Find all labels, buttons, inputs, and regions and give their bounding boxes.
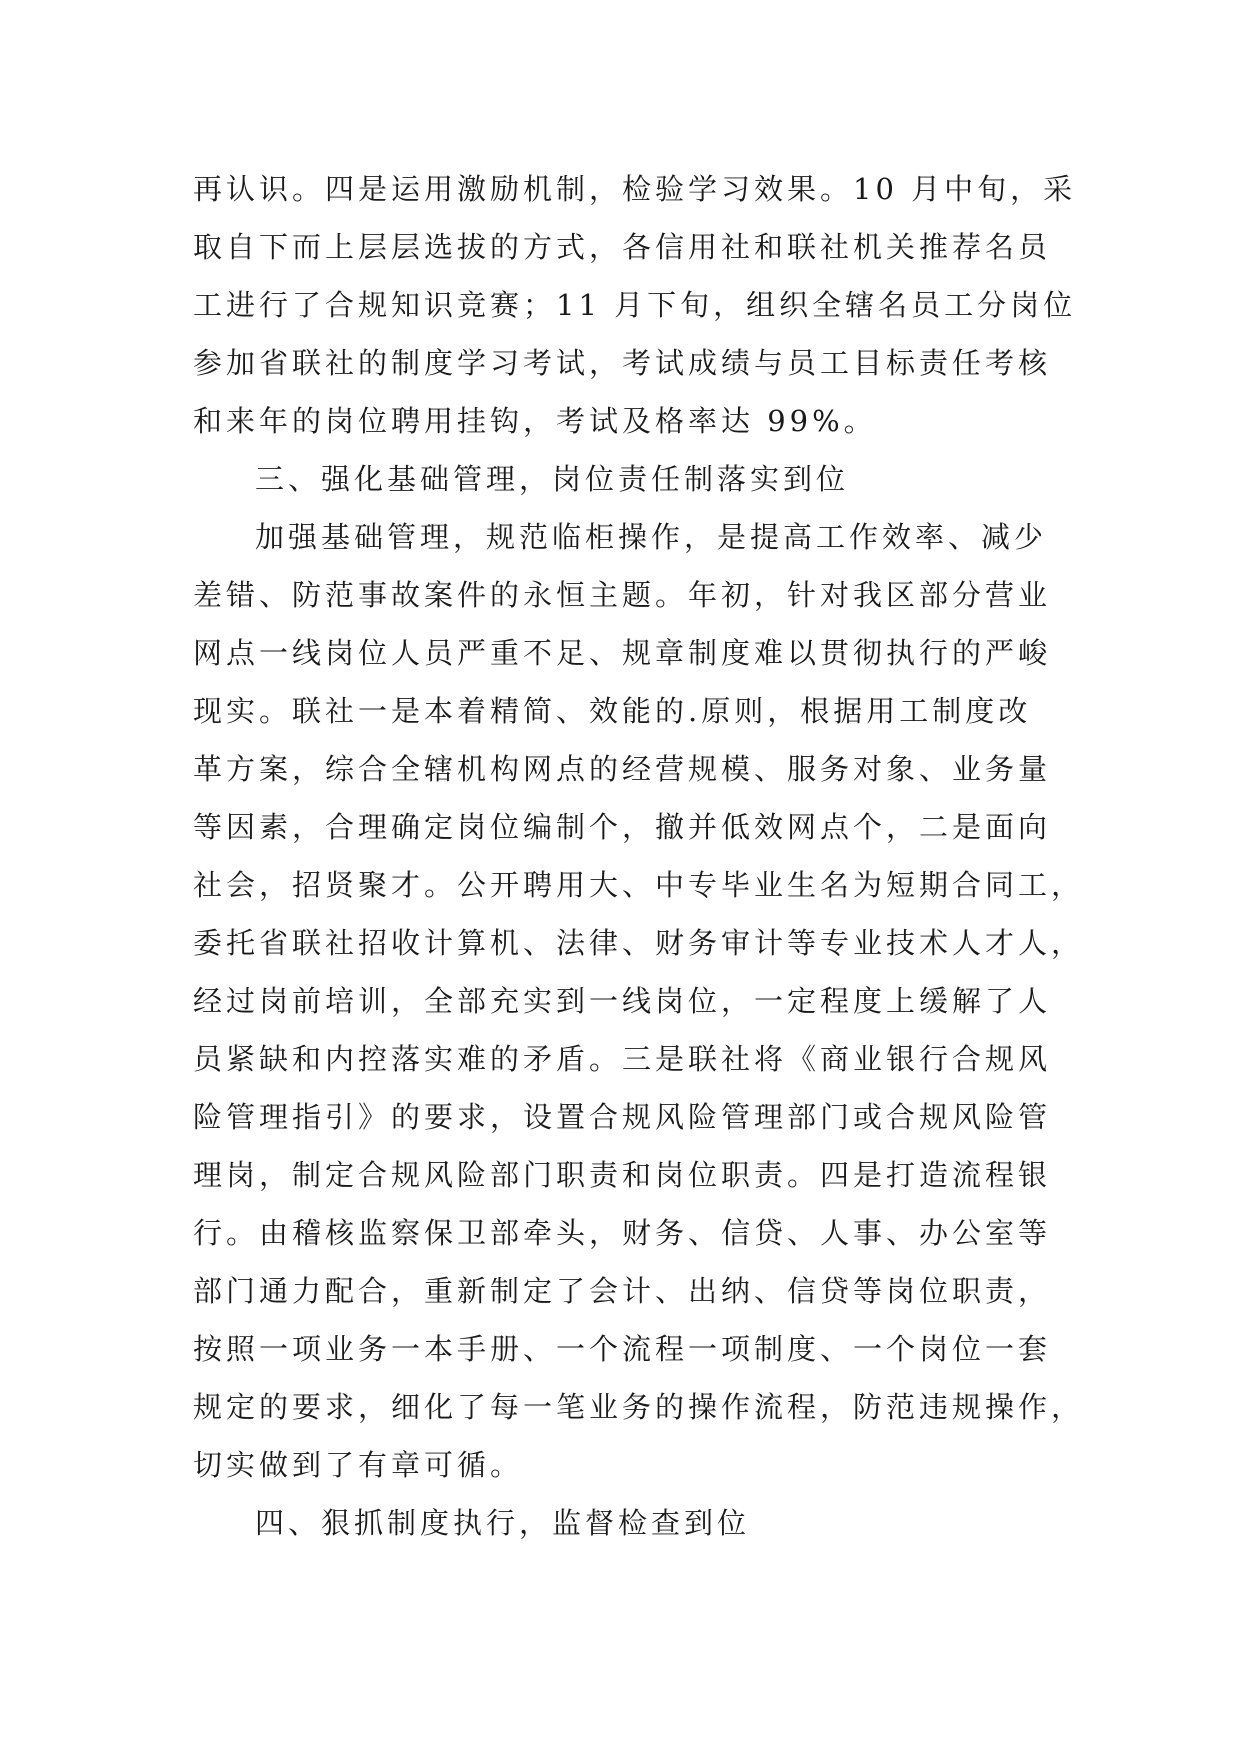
text-line: 现实。联社一是本着精简、效能的.原则，根据用工制度改 [193, 694, 1032, 728]
text-line: 险管理指引》的要求，设置合规风险管理部门或合规风险管 [193, 1100, 1052, 1134]
text-line: 和来年的岗位聘用挂钩，考试及格率达 99%。 [193, 404, 877, 438]
document-body [193, 160, 1085, 1552]
text-line: 等因素，合理确定岗位编制个，撤并低效网点个，二是面向 [193, 810, 1052, 844]
text-line: 经过岗前培训，全部充实到一线岗位，一定程度上缓解了人 [193, 984, 1052, 1018]
text-line: 革方案，综合全辖机构网点的经营规模、服务对象、业务量 [193, 752, 1052, 786]
text-line: 委托省联社招收计算机、法律、财务审计等专业技术人才人， [193, 926, 1085, 960]
text-line: 取自下而上层层选拔的方式，各信用社和联社机关推荐名员 [193, 230, 1052, 264]
text-line: 行。由稽核监察保卫部牵头，财务、信贷、人事、办公室等 [193, 1216, 1052, 1250]
text-line: 部门通力配合，重新制定了会计、出纳、信贷等岗位职责， [193, 1274, 1052, 1308]
text-line: 切实做到了有章可循。 [193, 1448, 524, 1482]
text-line: 差错、防范事故案件的永恒主题。年初，针对我区部分营业 [193, 578, 1052, 612]
text-line: 员紧缺和内控落实难的矛盾。三是联社将《商业银行合规风 [193, 1042, 1052, 1076]
text-line: 工进行了合规知识竞赛；11 月下旬，组织全辖名员工分岗位 [193, 288, 1077, 322]
text-line: 再认识。四是运用激励机制，检验学习效果。10 月中旬，采 [193, 172, 1077, 206]
text-line: 参加省联社的制度学习考试，考试成绩与员工目标责任考核 [193, 346, 1052, 380]
section-heading: 三、强化基础管理，岗位责任制落实到位 [255, 462, 850, 496]
text-line: 规定的要求，细化了每一笔业务的操作流程，防范违规操作， [193, 1390, 1085, 1424]
text-line: 社会，招贤聚才。公开聘用大、中专毕业生名为短期合同工， [193, 868, 1085, 902]
text-line: 理岗，制定合规风险部门职责和岗位职责。四是打造流程银 [193, 1158, 1052, 1192]
text-line: 网点一线岗位人员严重不足、规章制度难以贯彻执行的严峻 [193, 636, 1052, 670]
section-heading: 四、狠抓制度执行，监督检查到位 [255, 1506, 751, 1540]
text-line: 加强基础管理，规范临柜操作，是提高工作效率、减少 [255, 520, 1048, 554]
text-line: 按照一项业务一本手册、一个流程一项制度、一个岗位一套 [193, 1332, 1052, 1366]
